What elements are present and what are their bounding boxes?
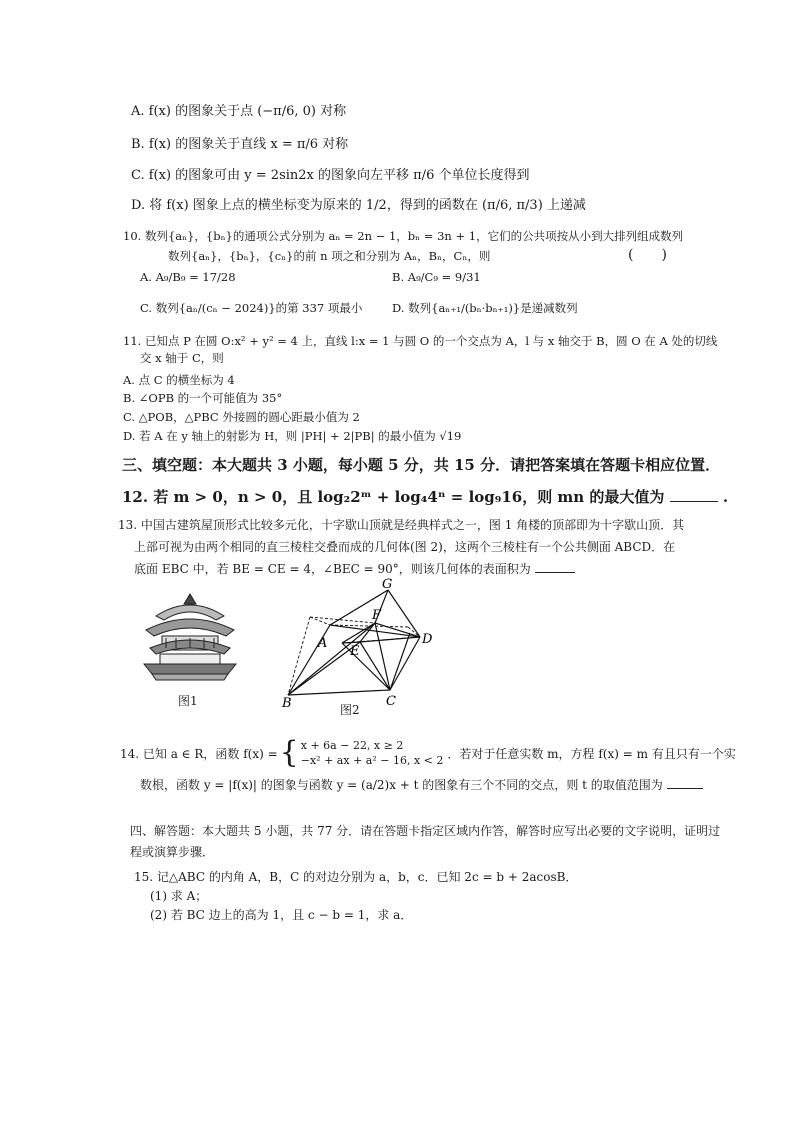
- point-label-b: B: [282, 696, 292, 710]
- q14-suffix: ．若对于任意实数 m，方程 f(x) = m 有且只有一个实: [447, 746, 736, 761]
- figure-1-pavilion-image: [136, 590, 244, 682]
- figure-1-caption: 图1: [178, 694, 198, 708]
- point-label-g: G: [382, 577, 393, 592]
- q11-stem-line2: 交 x 轴于 C，则: [140, 351, 224, 365]
- q9-option-b: B. f(x) 的图象关于直线 x = π/6 对称: [131, 137, 349, 152]
- section-4-heading-line1: 四、解答题：本大题共 5 小题，共 77 分．请在答题卡指定区域内作答，解答时应写出必要的文字说明，证明过: [130, 824, 721, 838]
- point-label-c: C: [386, 694, 396, 709]
- q14-prefix: 14. 已知 a ∈ R，函数 f(x) =: [120, 746, 278, 761]
- q11-option-b: B. ∠OPB 的一个可能值为 35°: [123, 391, 283, 405]
- q12-stem: [122, 486, 728, 507]
- point-label-e: E: [350, 644, 360, 659]
- q15-stem: 15. 记△ABC 的内角 A，B，C 的对边分别为 a，b，c．已知 2c = b + 2acosB．: [134, 870, 578, 884]
- piecewise-cases: [301, 738, 444, 768]
- q10-answer-paren: ( ): [628, 247, 667, 263]
- q11-option-c: C. △POB，△PBC 外接圆的圆心距最小值为 2: [123, 410, 360, 424]
- q9-option-d: D. 将 f(x) 图象上点的横坐标变为原来的 1/2，得到的函数在 (π/6, π/3) 上递减: [131, 198, 586, 213]
- q15-part-1: (1) 求 A；: [150, 889, 208, 903]
- q12-answer-blank[interactable]: [670, 489, 718, 502]
- q10-stem-line1: 10. 数列{aₙ}，{bₙ}的通项公式分别为 aₙ = 2n − 1，bₙ = 3n + 1，它们的公共项按从小到大排列组成数列: [123, 229, 684, 243]
- figure-2-geometry-diagram: [280, 575, 450, 710]
- q14-text-line2: 数根，函数 y = |f(x)| 的图象与函数 y = (a/2)x + t 的图象有三个不同的交点，则 t 的取值范围为: [140, 778, 663, 792]
- q11-option-a: A. 点 C 的横坐标为 4: [123, 373, 235, 387]
- q13-stem-line1: 13. 中国古建筑屋顶形式比较多元化，十字歇山顶就是经典样式之一，图 1 角楼的顶部即为十字歇山顶．其: [118, 518, 685, 532]
- q12-period: .: [722, 488, 729, 506]
- q10-option-d: D. 数列{aₙ₊₁/(bₙ·bₙ₊₁)}是递减数列: [392, 301, 578, 315]
- section-3-heading: 三、填空题：本大题共 3 小题，每小题 5 分，共 15 分．请把答案填在答题卡相应位置．: [122, 456, 721, 474]
- q11-option-d: D. 若 A 在 y 轴上的射影为 H，则 |PH| + 2|PB| 的最小值为 √19: [123, 429, 462, 443]
- q15-part-2: (2) 若 BC 边上的高为 1，且 c − b = 1，求 a．: [150, 908, 413, 922]
- q9-option-a: A. f(x) 的图象关于点 (−π/6, 0) 对称: [131, 104, 347, 119]
- q12-text: 12. 若 m > 0，n > 0，且 log₂2ᵐ + log₄4ⁿ = log₉16，则 mn 的最大值为: [122, 488, 665, 506]
- q14-stem-line2: [140, 776, 703, 793]
- q14-answer-blank[interactable]: [667, 776, 703, 789]
- point-label-a: A: [318, 636, 328, 651]
- q14-case-1: x + 6a − 22, x ≥ 2: [300, 739, 404, 752]
- figure-2-caption: 图2: [340, 703, 360, 717]
- q10-stem-line2: 数列{aₙ}，{bₙ}，{cₙ}的前 n 项之和分别为 Aₙ，Bₙ，Cₙ，则: [168, 249, 491, 263]
- point-label-d: D: [422, 632, 433, 647]
- q14-case-2: −x² + ax + a² − 16, x < 2: [300, 754, 444, 767]
- q10-option-a: A. A₉/B₉ = 17/28: [140, 270, 236, 284]
- section-4-heading-line2: 程或演算步骤．: [130, 845, 215, 859]
- q14-stem-line1: [120, 735, 736, 770]
- piecewise-brace: {: [279, 735, 299, 770]
- q13-stem-line2: 上部可视为由两个相同的直三棱柱交叠而成的几何体(图 2)，这两个三棱柱有一个公共侧面 ABCD．在: [134, 540, 676, 554]
- q10-option-b: B. A₉/C₉ = 9/31: [392, 270, 481, 284]
- q10-option-c: C. 数列{aₙ/(cₙ − 2024)}的第 337 项最小: [140, 301, 363, 315]
- q13-text-line3: 底面 EBC 中，若 BE = CE = 4，∠BEC = 90°，则该几何体的表面积为: [134, 562, 531, 576]
- q9-option-c: C. f(x) 的图象可由 y = 2sin2x 的图象向左平移 π/6 个单位长度得到: [131, 168, 530, 183]
- q11-stem-line1: 11. 已知点 P 在圆 O:x² + y² = 4 上，直线 l:x = 1 与圆 O 的一个交点为 A，l 与 x 轴交于 B，圆 O 在 A 处的切线: [123, 334, 718, 348]
- q13-answer-blank[interactable]: [535, 560, 575, 573]
- point-label-f: F: [372, 608, 382, 623]
